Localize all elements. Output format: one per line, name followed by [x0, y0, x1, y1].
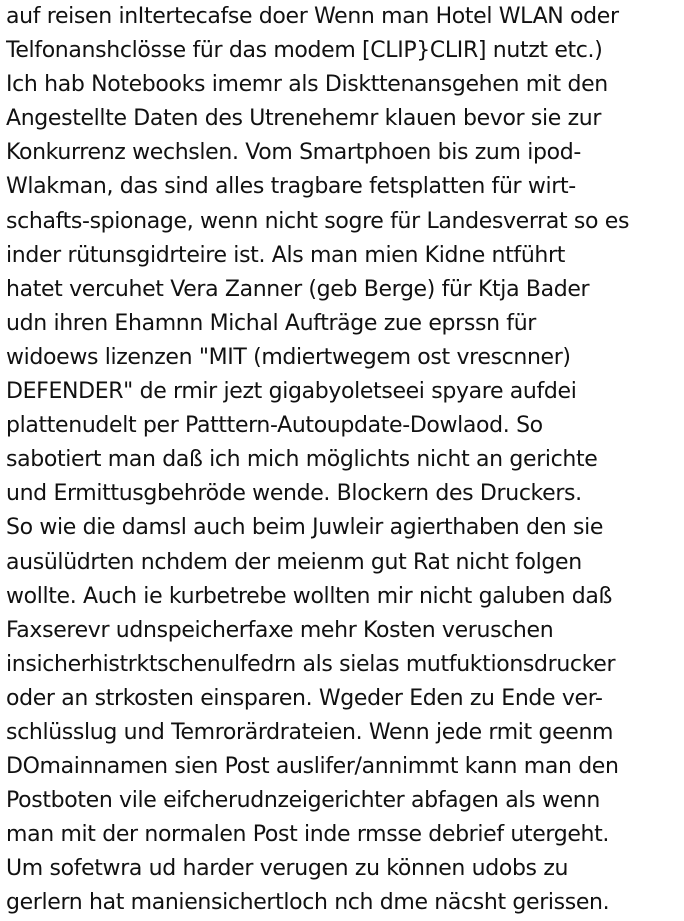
- text-line: ausülüdrten nchdem der meienm gut Rat nicht folgen: [6, 549, 582, 575]
- text-line: Um sofetwra ud harder verugen zu können udobs zu: [6, 856, 569, 882]
- text-line: Konkurrenz wechslen. Vom Smartphoen bis zum ipod-: [6, 140, 581, 166]
- body-text: [6, 0, 682, 921]
- text-line: widoews lizenzen "MIT (mdiertwegem ost vrescnner): [6, 344, 571, 370]
- text-line: insicherhistrktschenulfedrn als sielas mutfuktionsdrucker: [6, 651, 616, 677]
- text-line: So wie die damsl auch beim Juwleir agierthaben den sie: [6, 515, 604, 541]
- text-line: auf reisen inItertecafse doer Wenn man Hotel WLAN oder: [6, 4, 619, 29]
- text-line: udn ihren Ehamnn Michal Aufträge zue eprssn für: [6, 310, 536, 336]
- text-line: Postboten vile eifcherudnzeigerichter abfagen als wenn: [6, 788, 600, 814]
- text-line: und Ermittusgbehröde wende. Blockern des Druckers.: [6, 481, 582, 507]
- text-line: plattenudelt per Patttern-Autoupdate-Dowlaod. So: [6, 413, 543, 439]
- text-line: hatet vercuhet Vera Zanner (geb Berge) für Ktja Bader: [6, 276, 590, 302]
- text-line: Telfonanshclösse für das modem [CLIP}CLIR] nutzt etc.): [6, 38, 603, 64]
- text-line: sabotiert man daß ich mich möglichts nicht an gerichte: [6, 447, 598, 473]
- text-line: oder an strkosten einsparen. Wgeder Eden zu Ende ver-: [6, 685, 603, 711]
- text-line: DOmainnamen sien Post auslifer/annimmt kann man den: [6, 754, 619, 780]
- text-line: wollte. Auch ie kurbetrebe wollten mir nicht galuben daß: [6, 583, 612, 609]
- text-line: Ich hab Notebooks imemr als Diskttenansgehen mit den: [6, 72, 608, 98]
- text-line: DEFENDER" de rmir jezt gigabyoletseei spyare aufdei: [6, 379, 577, 405]
- text-line: Wlakman, das sind alles tragbare fetsplatten für wirt-: [6, 174, 576, 200]
- text-line: inder rütunsgidrteire ist. Als man mien Kidne ntführt: [6, 242, 565, 268]
- text-line: Faxserevr udnspeicherfaxe mehr Kosten veruschen: [6, 617, 554, 643]
- text-line: man mit der normalen Post inde rmsse debrief utergeht.: [6, 822, 610, 848]
- text-line: gerlern hat maniensichertloch nch dme näcsht gerissen.: [6, 890, 610, 916]
- text-line: schafts-spionage, wenn nicht sogre für Landesverrat so es: [6, 208, 630, 234]
- text-line: Angestellte Daten des Utrenehemr klauen bevor sie zur: [6, 106, 602, 132]
- text-line: schlüsslug und Temrorärdrateien. Wenn jede rmit geenm: [6, 719, 614, 745]
